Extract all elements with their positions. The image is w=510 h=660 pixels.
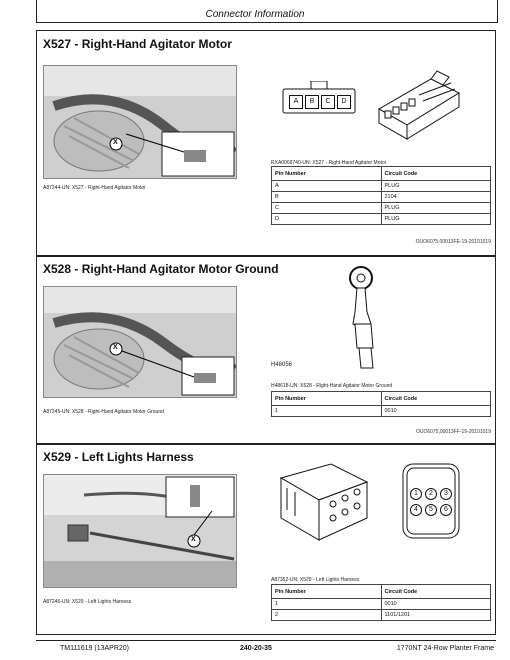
circuit-cell: 2104	[381, 192, 491, 203]
pin-6-label: 6	[440, 504, 452, 516]
connector-3d-drawing	[371, 69, 463, 146]
harness-photo	[43, 474, 237, 588]
pin-table	[271, 166, 491, 225]
table-caption: RXA0069740-UN: X527 - Right-Hand Agitator Motor	[271, 160, 387, 166]
callout-x: X	[113, 344, 118, 351]
part-label: H48056	[271, 362, 293, 368]
pin-c-label: C	[321, 95, 335, 109]
photo-caption: A87245-UN: X528 - Right-Hand Agitator Motor Ground	[43, 409, 164, 415]
circuit-cell: 0010	[381, 599, 491, 610]
pin-cell: 1	[272, 406, 382, 417]
pin-table	[271, 584, 491, 621]
footer-section-title: 1770NT 24-Row Planter Frame	[396, 645, 494, 652]
column-header: Pin Number	[272, 167, 382, 181]
pin-cell: B	[272, 192, 382, 203]
pin-a-label: A	[289, 95, 303, 109]
table-row	[272, 203, 491, 214]
section-x527	[36, 30, 496, 257]
section-x528	[36, 255, 496, 445]
harness-photo	[43, 286, 237, 398]
table-row	[272, 599, 491, 610]
pin-4-label: 4	[410, 504, 422, 516]
reference-code: OUO6075,00013FF-19-20101019	[415, 429, 491, 435]
connector-face-diagram	[281, 81, 357, 115]
pin-3-label: 3	[440, 488, 452, 500]
table-caption: A87352-UN: X529 - Left Lights Harness	[271, 577, 360, 583]
connector-face-diagram	[399, 460, 463, 542]
harness-photo	[43, 65, 237, 179]
pin-cell: D	[272, 214, 382, 225]
table-caption: H48618-UN: X528 - Right-Hand Agitator Motor Ground	[271, 383, 393, 389]
callout-x: X	[191, 536, 196, 543]
pin-cell: 2	[272, 610, 382, 621]
table-row	[272, 610, 491, 621]
circuit-cell: PLUG	[381, 203, 491, 214]
table-row	[272, 406, 491, 417]
circuit-cell: 1101/1201	[381, 610, 491, 621]
section-title: X527 - Right-Hand Agitator Motor	[43, 37, 232, 51]
section-x529	[36, 443, 496, 635]
column-header: Circuit Code	[381, 392, 491, 406]
table-row	[272, 214, 491, 225]
footer-page-number: 240-20-35	[240, 645, 272, 652]
pin-table	[271, 391, 491, 417]
page-footer	[36, 640, 496, 652]
column-header: Circuit Code	[381, 167, 491, 181]
pin-b-label: B	[305, 95, 319, 109]
page-header: Connector Information	[205, 9, 305, 20]
circuit-cell: PLUG	[381, 214, 491, 225]
ring-terminal-drawing	[337, 264, 397, 375]
pin-cell: C	[272, 203, 382, 214]
section-title: X528 - Right-Hand Agitator Motor Ground	[43, 262, 279, 276]
column-header: Pin Number	[272, 392, 382, 406]
connector-3d-drawing	[271, 458, 381, 551]
footer-doc-id: TM111619 (13APR20)	[60, 645, 129, 652]
column-header: Pin Number	[272, 585, 382, 599]
column-header: Circuit Code	[381, 585, 491, 599]
circuit-cell: PLUG	[381, 181, 491, 192]
reference-code: OUO6075,00013FE-19-20101019	[415, 239, 491, 245]
pin-cell: A	[272, 181, 382, 192]
section-title: X529 - Left Lights Harness	[43, 450, 194, 464]
pin-d-label: D	[337, 95, 351, 109]
pin-2-label: 2	[425, 488, 437, 500]
photo-caption: A87246-UN: X529 - Left Lights Harness	[43, 599, 132, 605]
table-row	[272, 192, 491, 203]
pin-5-label: 5	[425, 504, 437, 516]
photo-caption: A87244-UN: X527 - Right-Hand Agitator Motor	[43, 185, 146, 191]
table-row	[272, 181, 491, 192]
callout-x: X	[113, 139, 118, 146]
pin-1-label: 1	[410, 488, 422, 500]
pin-cell: 1	[272, 599, 382, 610]
circuit-cell: 0010	[381, 406, 491, 417]
